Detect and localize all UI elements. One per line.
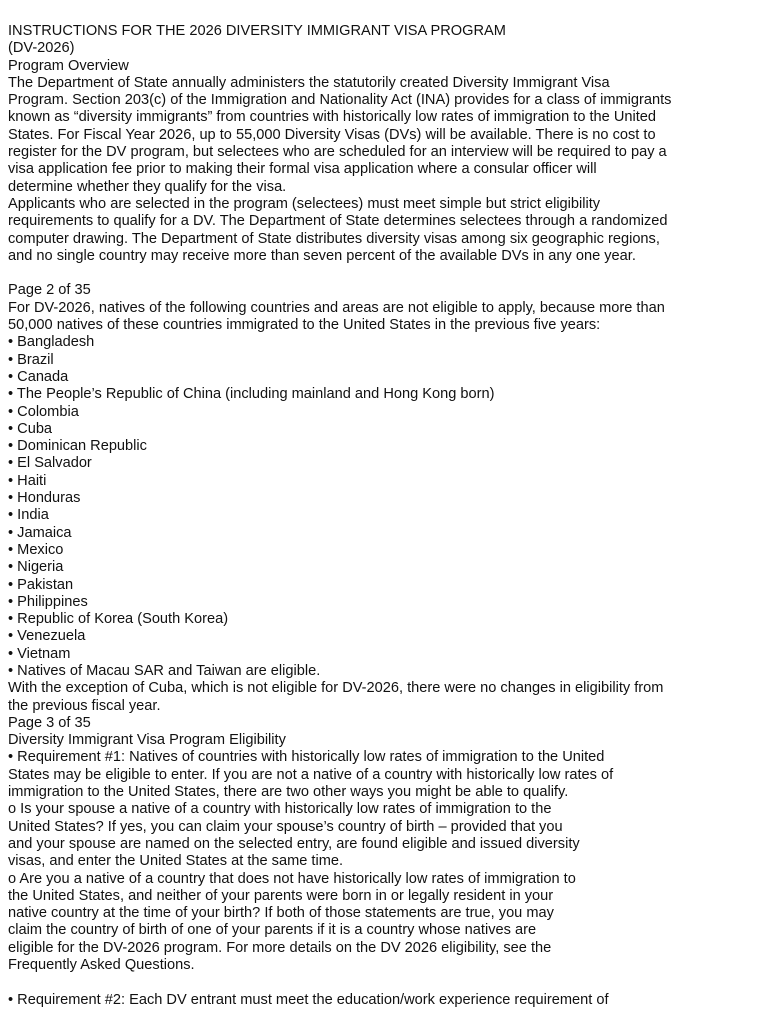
list-item: • El Salvador: [8, 455, 92, 472]
text-line: known as “diversity immigrants” from countries with historically low rates of immigration to the United: [8, 109, 657, 126]
text-line: visa application fee prior to making their formal visa application where a consular officer will: [8, 161, 597, 178]
text-line: o Is your spouse a native of a country with historically low rates of immigration to the: [8, 801, 552, 818]
list-item: • Pakistan: [8, 576, 74, 593]
list-item: • The People’s Republic of China (including mainland and Hong Kong born): [8, 386, 495, 403]
list-item: • Colombia: [8, 403, 79, 420]
text-line: o Are you a native of a country that does not have historically low rates of immigration to: [8, 870, 576, 887]
document-subtitle: (DV-2026): [8, 40, 75, 57]
list-item: • Bangladesh: [8, 334, 95, 351]
page-marker: Page 3 of 35: [8, 714, 91, 731]
ineligible-countries-list: [8, 334, 760, 680]
text-line: and your spouse are named on the selected entry, are found eligible and issued diversity: [8, 835, 580, 852]
list-item: • Cuba: [8, 420, 53, 437]
overview-paragraph-2: [8, 196, 760, 265]
text-line: determine whether they qualify for the visa.: [8, 178, 287, 195]
blank-line: [8, 974, 760, 991]
text-line: requirements to qualify for a DV. The Department of State determines selectees through a randomized: [8, 213, 668, 230]
section-heading-program-overview: Program Overview: [8, 57, 129, 74]
list-item: • Honduras: [8, 490, 81, 507]
text-line: • Requirement #1: Natives of countries with historically low rates of immigration to the United: [8, 749, 605, 766]
list-item: • Canada: [8, 368, 69, 385]
list-item: • Haiti: [8, 472, 47, 489]
list-item: • Mexico: [8, 541, 64, 558]
document-title: INSTRUCTIONS FOR THE 2026 DIVERSITY IMMIGRANT VISA PROGRAM: [8, 23, 506, 39]
text-line: For DV-2026, natives of the following countries and areas are not eligible to apply, because more than: [8, 299, 665, 316]
list-item: • Philippines: [8, 593, 88, 610]
list-item: • Vietnam: [8, 645, 71, 662]
text-line: immigration to the United States, there are two other ways you might be able to qualify.: [8, 784, 569, 801]
text-line: the previous fiscal year.: [8, 697, 161, 714]
text-line: • Requirement #2: Each DV entrant must meet the education/work experience requirement of: [8, 991, 609, 1008]
list-item: • Venezuela: [8, 628, 86, 645]
text-line: and no single country may receive more than seven percent of the available DVs in any one year.: [8, 247, 636, 264]
text-line: Applicants who are selected in the program (selectees) must meet simple but strict eligibility: [8, 195, 601, 212]
list-item: • Republic of Korea (South Korea): [8, 611, 229, 628]
text-line: With the exception of Cuba, which is not eligible for DV-2026, there were no changes in eligibility from: [8, 680, 664, 697]
list-item: • Natives of Macau SAR and Taiwan are eligible.: [8, 662, 321, 679]
text-line: computer drawing. The Department of State distributes diversity visas among six geographic regions,: [8, 230, 660, 247]
text-line: visas, and enter the United States at the same time.: [8, 853, 344, 870]
list-item: • Jamaica: [8, 524, 72, 541]
text-line: claim the country of birth of one of your parents if it is a country whose natives are: [8, 922, 537, 939]
text-line: the United States, and neither of your parents were born in or legally resident in your: [8, 887, 554, 904]
section-heading-eligibility: Diversity Immigrant Visa Program Eligibility: [8, 732, 286, 749]
list-item: • Brazil: [8, 351, 54, 368]
page-marker: Page 2 of 35: [8, 282, 91, 299]
list-item: • India: [8, 507, 49, 524]
exception-note-paragraph: [8, 680, 760, 715]
requirement-1-paragraph: [8, 749, 760, 801]
text-line: United States? If yes, you can claim your spouse’s country of birth – provided that you: [8, 818, 563, 835]
overview-paragraph-1: [8, 75, 760, 196]
text-line: eligible for the DV-2026 program. For more details on the DV 2026 eligibility, see the: [8, 939, 552, 956]
text-line: States may be eligible to enter. If you are not a native of a country with historically low rates of: [8, 766, 614, 783]
ineligible-intro-paragraph: [8, 300, 760, 335]
parents-option-paragraph: [8, 871, 760, 975]
text-line: Program. Section 203(c) of the Immigration and Nationality Act (INA) provides for a class of immigrants: [8, 92, 672, 109]
text-line: native country at the time of your birth? If both of those statements are true, you may: [8, 905, 554, 922]
text-line: 50,000 natives of these countries immigrated to the United States in the previous five years:: [8, 317, 601, 334]
text-line: Frequently Asked Questions.: [8, 957, 195, 974]
text-line: The Department of State annually administers the statutorily created Diversity Immigrant Visa: [8, 74, 610, 91]
text-line: States. For Fiscal Year 2026, up to 55,000 Diversity Visas (DVs) will be available. There is no cost to: [8, 126, 656, 143]
spouse-option-paragraph: [8, 801, 760, 870]
blank-line: [8, 265, 760, 282]
list-item: • Dominican Republic: [8, 438, 147, 455]
requirement-2-paragraph: [8, 992, 760, 1009]
list-item: • Nigeria: [8, 559, 64, 576]
text-line: register for the DV program, but selectees who are scheduled for an interview will be required to pay a: [8, 144, 667, 161]
